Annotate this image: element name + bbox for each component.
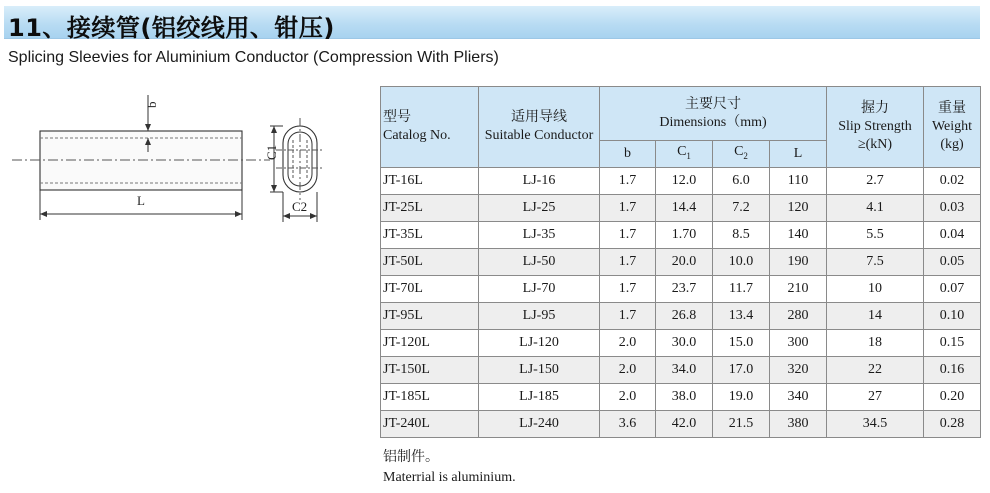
cell-l: 320 (770, 357, 827, 384)
table-row (381, 384, 981, 411)
header-dimensions-en: Dimensions（mm) (659, 114, 767, 130)
cell-slip: 4.1 (827, 195, 924, 222)
material-notes (383, 448, 516, 488)
table-row (381, 357, 981, 384)
cell-conductor: LJ-16 (479, 168, 600, 195)
cell-slip: 5.5 (827, 222, 924, 249)
header-weight (924, 87, 981, 168)
cell-weight: 0.28 (924, 411, 981, 438)
subheader-c2: $C_2$ (713, 141, 770, 168)
cell-catalog: JT-120L (381, 330, 479, 357)
cell-weight: 0.04 (924, 222, 981, 249)
header-conductor (479, 87, 600, 168)
cell-slip: 34.5 (827, 411, 924, 438)
header-slip (827, 87, 924, 168)
cell-c1: 23.7 (656, 276, 713, 303)
header-slip-cn: 握力 (861, 101, 889, 116)
cell-c2: 13.4 (713, 303, 770, 330)
dim-label-c1: C1 (264, 144, 279, 160)
cell-conductor: LJ-240 (479, 411, 600, 438)
cell-c1: 1.70 (656, 222, 713, 249)
header-dimensions-cn: 主要尺寸 (685, 96, 741, 112)
cell-c1: 26.8 (656, 303, 713, 330)
cell-c2: 8.5 (713, 222, 770, 249)
cell-catalog: JT-150L (381, 357, 479, 384)
cell-c2: 19.0 (713, 384, 770, 411)
cell-c2: 21.5 (713, 411, 770, 438)
header-weight-en: Weight (931, 119, 973, 134)
table-body (381, 168, 981, 438)
cell-conductor: LJ-50 (479, 249, 600, 276)
header-dimensions (600, 87, 827, 141)
cell-l: 340 (770, 384, 827, 411)
table-row (381, 222, 981, 249)
cell-c2: 15.0 (713, 330, 770, 357)
cell-weight: 0.20 (924, 384, 981, 411)
cell-weight: 0.02 (924, 168, 981, 195)
cell-weight: 0.16 (924, 357, 981, 384)
cell-c1: 12.0 (656, 168, 713, 195)
cell-slip: 7.5 (827, 249, 924, 276)
note-material-cn: 铝制件。 (383, 450, 439, 465)
cell-c2: 7.2 (713, 195, 770, 222)
cell-catalog: JT-185L (381, 384, 479, 411)
table-row (381, 276, 981, 303)
subheader-b: b (600, 141, 656, 168)
table-row (381, 411, 981, 438)
cell-catalog: JT-50L (381, 249, 479, 276)
cell-b: 3.6 (600, 411, 656, 438)
cell-catalog: JT-25L (381, 195, 479, 222)
cell-weight: 0.05 (924, 249, 981, 276)
header-catalog-cn: 型号 (383, 110, 411, 125)
cell-c1: 20.0 (656, 249, 713, 276)
cell-l: 380 (770, 411, 827, 438)
cell-c1: 42.0 (656, 411, 713, 438)
header-conductor-cn: 适用导线 (511, 110, 567, 125)
table-row (381, 330, 981, 357)
cell-b: 2.0 (600, 357, 656, 384)
cell-b: 1.7 (600, 303, 656, 330)
cell-conductor: LJ-25 (479, 195, 600, 222)
table-row (381, 249, 981, 276)
cell-catalog: JT-70L (381, 276, 479, 303)
cell-conductor: LJ-185 (479, 384, 600, 411)
dim-label-l: L (137, 193, 145, 208)
cell-b: 1.7 (600, 276, 656, 303)
page-subtitle: Splicing Sleevies for Aluminium Conductor (Compression With Pliers) (8, 49, 499, 66)
cell-b: 1.7 (600, 195, 656, 222)
cell-c2: 10.0 (713, 249, 770, 276)
cell-l: 120 (770, 195, 827, 222)
table-row (381, 303, 981, 330)
cell-l: 190 (770, 249, 827, 276)
header-slip-unit: ≥(kN) (857, 137, 893, 152)
cell-conductor: LJ-95 (479, 303, 600, 330)
subheader-l: L (770, 141, 827, 168)
cell-c1: 14.4 (656, 195, 713, 222)
cell-slip: 22 (827, 357, 924, 384)
cell-c1: 38.0 (656, 384, 713, 411)
cell-slip: 14 (827, 303, 924, 330)
cell-slip: 18 (827, 330, 924, 357)
cell-b: 2.0 (600, 330, 656, 357)
cell-conductor: LJ-70 (479, 276, 600, 303)
cell-c1: 34.0 (656, 357, 713, 384)
cell-l: 140 (770, 222, 827, 249)
cell-b: 1.7 (600, 249, 656, 276)
header-conductor-en: Suitable Conductor (484, 128, 594, 143)
header-catalog-en: Catalog No. (383, 128, 451, 143)
cell-slip: 2.7 (827, 168, 924, 195)
note-material-en: Materrial is aluminium. (383, 470, 516, 485)
table-row (381, 168, 981, 195)
cell-l: 110 (770, 168, 827, 195)
subheader-c1: $C_1$ (656, 141, 713, 168)
header-weight-cn: 重量 (938, 101, 966, 116)
technical-drawing (0, 0, 380, 240)
cell-weight: 0.15 (924, 330, 981, 357)
cell-c2: 11.7 (713, 276, 770, 303)
table-row (381, 195, 981, 222)
cell-b: 1.7 (600, 168, 656, 195)
table-header-row (381, 87, 981, 141)
cell-c1: 30.0 (656, 330, 713, 357)
cell-catalog: JT-240L (381, 411, 479, 438)
cell-l: 300 (770, 330, 827, 357)
cell-weight: 0.03 (924, 195, 981, 222)
cell-slip: 10 (827, 276, 924, 303)
cell-weight: 0.10 (924, 303, 981, 330)
cell-l: 210 (770, 276, 827, 303)
cell-conductor: LJ-120 (479, 330, 600, 357)
header-slip-en: Slip Strength (838, 119, 912, 134)
cell-l: 280 (770, 303, 827, 330)
cell-conductor: LJ-35 (479, 222, 600, 249)
spec-table (380, 86, 981, 438)
cell-catalog: JT-16L (381, 168, 479, 195)
dim-label-b: b (144, 101, 159, 108)
cell-c2: 17.0 (713, 357, 770, 384)
cell-slip: 27 (827, 384, 924, 411)
cell-b: 2.0 (600, 384, 656, 411)
cell-conductor: LJ-150 (479, 357, 600, 384)
header-catalog (381, 87, 479, 168)
header-weight-unit: (kg) (940, 137, 964, 152)
cell-catalog: JT-35L (381, 222, 479, 249)
cell-c2: 6.0 (713, 168, 770, 195)
page-title: 11、接续管(铝绞线用、钳压) (8, 14, 335, 42)
cell-weight: 0.07 (924, 276, 981, 303)
dim-label-c2: C2 (292, 199, 308, 214)
cell-catalog: JT-95L (381, 303, 479, 330)
cell-b: 1.7 (600, 222, 656, 249)
